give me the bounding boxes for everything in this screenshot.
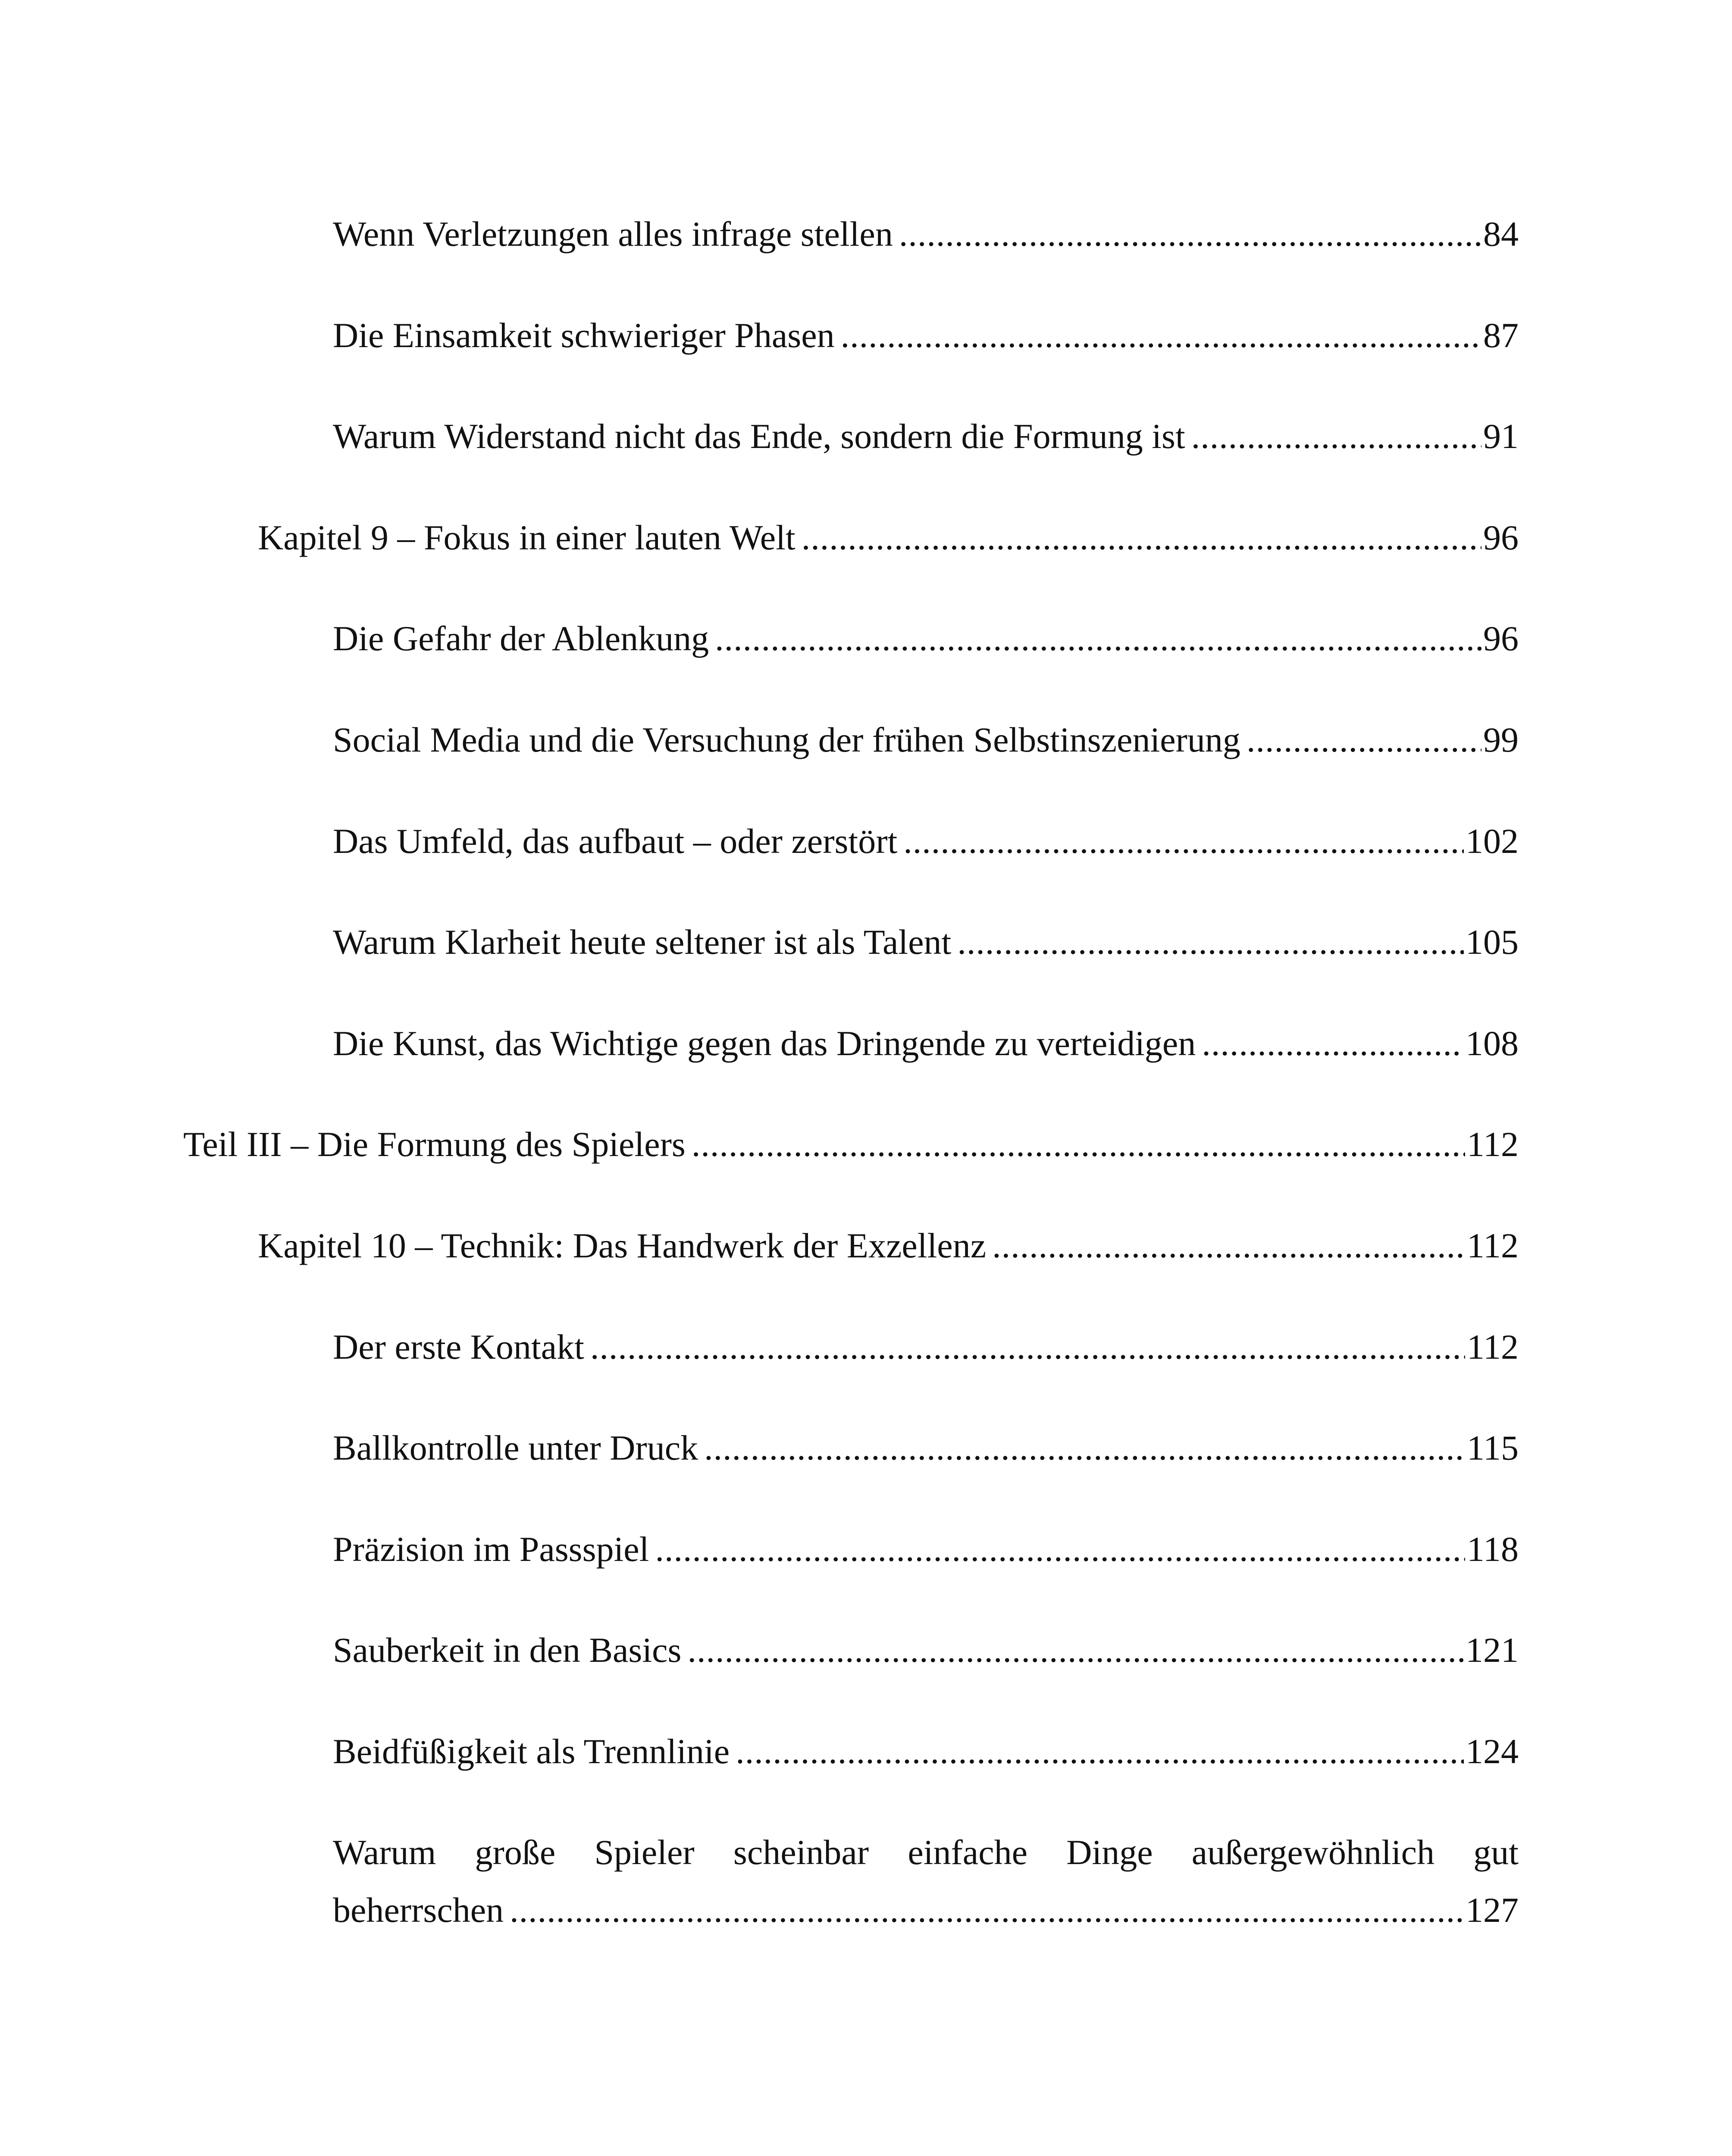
toc-dot-leader — [903, 812, 1464, 870]
toc-page-number: 84 — [1483, 214, 1519, 254]
toc-title-word: große — [475, 1833, 556, 1872]
toc-entry-title: Die Gefahr der Ablenkung — [333, 619, 709, 658]
toc-dot-leader — [736, 1723, 1464, 1780]
toc-entry-title: Ballkontrolle unter Druck — [333, 1428, 698, 1467]
toc-entry-title: Der erste Kontakt — [333, 1327, 584, 1366]
toc-dot-leader — [1191, 407, 1481, 465]
toc-entry[interactable] — [333, 1318, 1519, 1376]
toc-entry-title: Sauberkeit in den Basics — [333, 1630, 682, 1670]
toc-entry-title-continuation: beherrschen — [333, 1890, 504, 1930]
toc-title-word: scheinbar — [733, 1833, 869, 1872]
toc-page-number: 112 — [1467, 1226, 1519, 1265]
toc-page-number: 108 — [1466, 1024, 1519, 1063]
toc-dot-leader — [1202, 1015, 1464, 1072]
toc-entry-title: Präzision im Passspiel — [333, 1529, 649, 1569]
toc-entry-title: Wenn Verletzungen alles infrage stellen — [333, 214, 893, 254]
toc-page-number: 127 — [1466, 1890, 1519, 1930]
toc-page-number: 118 — [1467, 1529, 1519, 1569]
toc-page-number: 105 — [1466, 922, 1519, 962]
toc-page-number: 102 — [1466, 821, 1519, 861]
toc-dot-leader — [802, 509, 1481, 567]
toc-entry[interactable] — [333, 307, 1519, 364]
toc-page-number: 124 — [1466, 1732, 1519, 1771]
toc-entry-title: Warum Widerstand nicht das Ende, sondern die Formung ist — [333, 417, 1185, 456]
toc-entry-chapter[interactable] — [258, 509, 1519, 567]
toc-entry-title: Teil III – Die Formung des Spielers — [183, 1125, 686, 1164]
toc-dot-leader — [1247, 711, 1481, 769]
toc-dot-leader — [692, 1116, 1465, 1173]
toc-entry-title: Social Media und die Versuchung der frühen Selbstinszenierung — [333, 720, 1240, 759]
toc-entry[interactable] — [333, 1419, 1519, 1477]
toc-title-word: Dinge — [1066, 1833, 1153, 1872]
toc-dot-leader — [655, 1520, 1465, 1578]
toc-entry-title: Kapitel 10 – Technik: Das Handwerk der Exzellenz — [258, 1226, 987, 1265]
toc-entry[interactable] — [333, 711, 1519, 769]
toc-page-number: 115 — [1467, 1428, 1519, 1467]
toc-entry-title: Warum Klarheit heute seltener ist als Talent — [333, 922, 952, 962]
toc-entry[interactable] — [333, 1824, 1519, 1939]
toc-dot-leader — [841, 307, 1481, 364]
toc-entry[interactable] — [333, 1015, 1519, 1072]
toc-entry-part[interactable] — [183, 1116, 1519, 1173]
toc-entry-title: Die Kunst, das Wichtige gegen das Dringende zu verteidigen — [333, 1024, 1196, 1063]
toc-title-word: gut — [1473, 1833, 1519, 1872]
toc-entry[interactable] — [333, 1520, 1519, 1578]
toc-page-number: 96 — [1483, 518, 1519, 557]
toc-entry-title: Das Umfeld, das aufbaut – oder zerstört — [333, 821, 898, 861]
toc-entry-title-line1 — [333, 1824, 1519, 1881]
toc-dot-leader — [590, 1318, 1465, 1376]
toc-dot-leader — [899, 205, 1481, 263]
toc-title-word: Warum — [333, 1833, 436, 1872]
toc-dot-leader — [715, 610, 1481, 667]
toc-entry[interactable] — [333, 407, 1519, 465]
toc-entry[interactable] — [333, 205, 1519, 263]
toc-title-word: einfache — [908, 1833, 1027, 1872]
toc-entry[interactable] — [333, 913, 1519, 971]
toc-page-number: 96 — [1483, 619, 1519, 658]
toc-entry[interactable] — [333, 610, 1519, 667]
toc-page-number: 87 — [1483, 316, 1519, 355]
toc-entry-title-line2 — [333, 1881, 1519, 1939]
toc-page-number: 121 — [1466, 1630, 1519, 1670]
toc-page-number: 91 — [1483, 417, 1519, 456]
toc-dot-leader — [510, 1881, 1464, 1939]
toc-entry-title: Die Einsamkeit schwieriger Phasen — [333, 316, 835, 355]
toc-entry-title: Beidfüßigkeit als Trennlinie — [333, 1732, 730, 1771]
toc-entry[interactable] — [333, 1621, 1519, 1679]
toc-entry-chapter[interactable] — [258, 1217, 1519, 1275]
toc-page-number: 99 — [1483, 720, 1519, 759]
toc-dot-leader — [704, 1419, 1465, 1477]
toc-dot-leader — [687, 1621, 1464, 1679]
toc-page-number: 112 — [1467, 1327, 1519, 1366]
toc-page-number: 112 — [1467, 1125, 1519, 1164]
toc-entry[interactable] — [333, 812, 1519, 870]
toc-title-word: Spieler — [594, 1833, 695, 1872]
toc-entry-title: Kapitel 9 – Fokus in einer lauten Welt — [258, 518, 796, 557]
toc-dot-leader — [957, 913, 1464, 971]
toc-dot-leader — [992, 1217, 1465, 1275]
toc-title-word: außergewöhnlich — [1191, 1833, 1434, 1872]
toc-entry[interactable] — [333, 1723, 1519, 1780]
